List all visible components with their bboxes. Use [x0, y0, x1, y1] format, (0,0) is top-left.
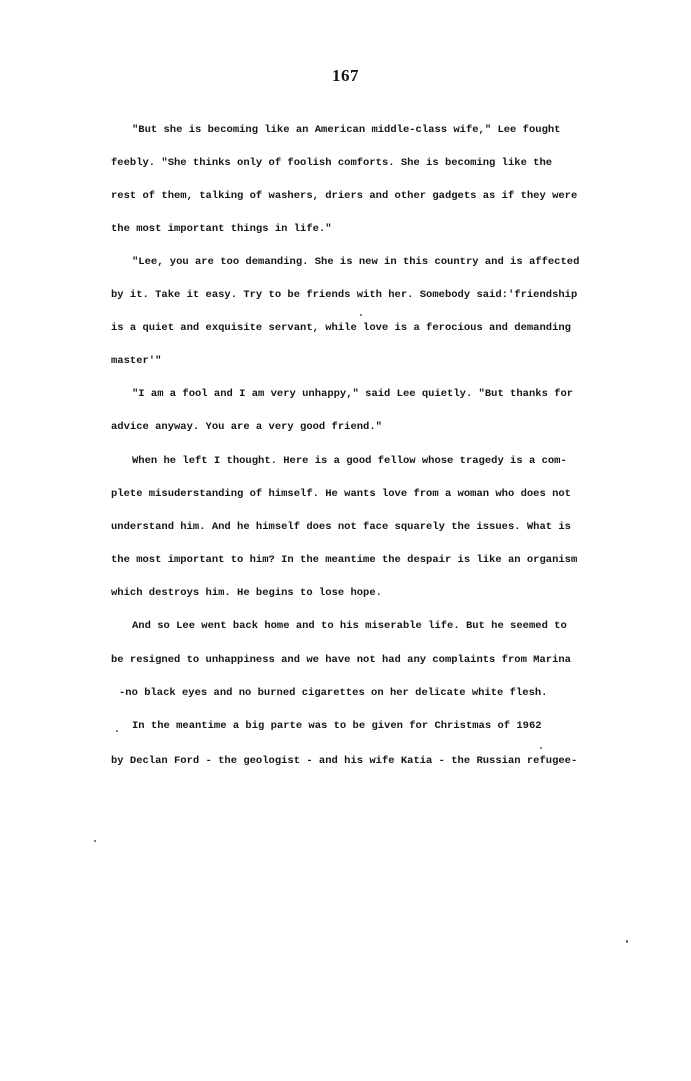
scan-speck: [116, 730, 118, 732]
text-line: is a quiet and exquisite servant, while love is a ferocious and demanding: [111, 322, 571, 334]
text-line: feebly. "She thinks only of foolish comforts. She is becoming like the: [111, 157, 553, 169]
scan-speck: [626, 940, 628, 943]
text-line: "But she is becoming like an American middle-class wife," Lee fought: [132, 124, 561, 136]
text-line: by Declan Ford - the geologist - and his wife Katia - the Russian refugee-: [111, 755, 578, 767]
page-number: 167: [332, 66, 359, 85]
scan-speck: [540, 747, 542, 749]
scan-speck: [360, 314, 362, 316]
text-line: be resigned to unhappiness and we have not had any complaints from Marina: [111, 654, 571, 666]
text-line: When he left I thought. Here is a good fellow whose tragedy is a com-: [132, 455, 567, 467]
text-line: -no black eyes and no burned cigarettes on her delicate white flesh.: [119, 687, 548, 699]
text-line: the most important to him? In the meantime the despair is like an organism: [111, 554, 578, 566]
text-line: "Lee, you are too demanding. She is new in this country and is affected: [132, 256, 580, 268]
text-line: understand him. And he himself does not face squarely the issues. What is: [111, 521, 571, 533]
text-line: In the meantime a big parte was to be given for Christmas of 1962: [132, 720, 542, 732]
text-line: by it. Take it easy. Try to be friends with her. Somebody said:'friendship: [111, 289, 578, 301]
text-line: "I am a fool and I am very unhappy," said Lee quietly. "But thanks for: [132, 388, 574, 400]
text-line: rest of them, talking of washers, driers and other gadgets as if they were: [111, 190, 578, 202]
scan-speck: [94, 840, 96, 842]
text-line: which destroys him. He begins to lose hope.: [111, 587, 382, 599]
text-line: advice anyway. You are a very good friend.": [111, 421, 382, 433]
text-line: the most important things in life.": [111, 223, 332, 235]
text-line: plete misuderstanding of himself. He wants love from a woman who does not: [111, 488, 571, 500]
text-line: master'": [111, 355, 162, 367]
text-line: And so Lee went back home and to his miserable life. But he seemed to: [132, 620, 567, 632]
